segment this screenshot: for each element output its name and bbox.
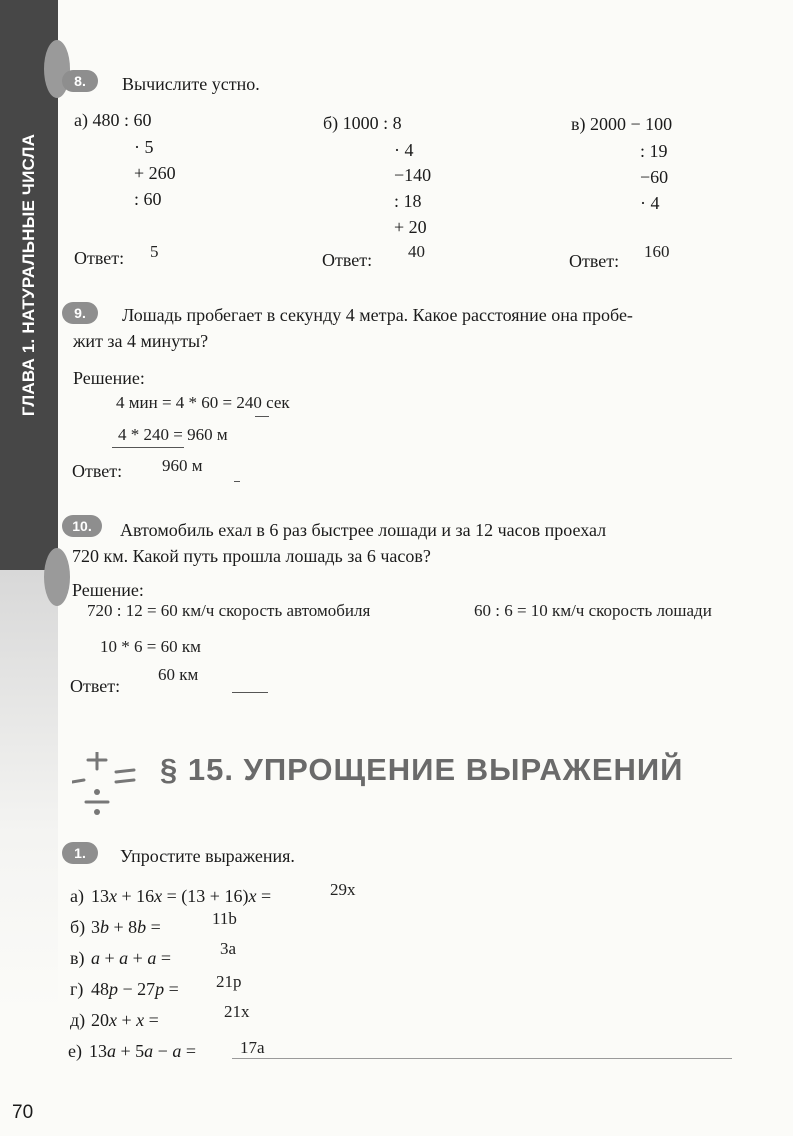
item-label: а) [70, 886, 84, 906]
answer-label: Ответ: [569, 251, 620, 271]
expression-line: : 19 [640, 141, 668, 161]
expression-line: · 5 [134, 137, 154, 157]
chapter-title: ГЛАВА 1. НАТУРАЛЬНЫЕ ЧИСЛА [19, 133, 38, 417]
solution-label: Решение: [72, 580, 144, 600]
task-number-badge: 8. [62, 70, 98, 92]
section-title: § 15. УПРОЩЕНИЕ ВЫРАЖЕНИЙ [160, 752, 684, 787]
item-expression: 13a + 5a − a = [89, 1041, 196, 1061]
item-expression: a + a + a = [91, 948, 171, 968]
task-prompt: Вычислите устно. [122, 74, 260, 94]
task-prompt-line: 720 км. Какой путь прошла лошадь за 6 часов? [72, 546, 431, 566]
solution-line: 10 * 6 = 60 км [100, 637, 201, 656]
item-answer: 3a [220, 939, 237, 958]
item-expression: 48p − 27p = [91, 979, 179, 999]
solution-line: 720 : 12 = 60 км/ч скорость автомобиля [87, 601, 371, 620]
expression-line: в) 2000 − 100 [571, 114, 673, 134]
underline [255, 416, 269, 417]
answer-label: Ответ: [70, 676, 121, 696]
expression-line: + 260 [134, 163, 176, 183]
solution-label: Решение: [73, 368, 145, 388]
item-answer: 21x [224, 1002, 250, 1021]
task-number-badge: 9. [62, 302, 98, 324]
expression-line: · 4 [640, 193, 660, 213]
item-answer: 29x [330, 880, 356, 899]
solution-line: 60 : 6 = 10 км/ч скорость лошади [474, 601, 712, 620]
task-number-badge: 1. [62, 842, 98, 864]
expression-line: б) 1000 : 8 [323, 113, 402, 133]
expression-line: : 18 [394, 191, 422, 211]
expression-line: : 60 [134, 189, 162, 209]
item-label: б) [70, 917, 86, 937]
answer-label: Ответ: [322, 250, 373, 270]
sidebar-gradient [0, 570, 58, 1010]
underline [234, 481, 240, 482]
answer-label: Ответ: [72, 461, 123, 481]
task-prompt-line: Автомобиль ехал в 6 раз быстрее лошади и за 12 часов проехал [120, 520, 607, 540]
answer-label: Ответ: [74, 248, 125, 268]
item-expression: 3b + 8b = [91, 917, 161, 937]
item-answer: 17a [240, 1038, 265, 1057]
expression-line: · 4 [394, 140, 414, 160]
expression-line: + 20 [394, 217, 427, 237]
item-answer: 21p [216, 972, 242, 991]
expression-line: −60 [640, 167, 669, 187]
item-label: г) [70, 979, 84, 999]
underline [232, 692, 268, 693]
answer-line [232, 1058, 732, 1059]
answer-value: 40 [408, 242, 425, 261]
math-operations-icon [72, 752, 144, 824]
task-prompt-line: Лошадь пробегает в секунду 4 метра. Какое расстояние она пробе- [122, 305, 633, 325]
expression-line: а) 480 : 60 [74, 110, 152, 130]
underline [112, 447, 184, 448]
solution-line: 4 * 240 = 960 м [118, 425, 228, 444]
item-expression: 20x + x = [91, 1010, 159, 1030]
item-answer: 11b [212, 909, 237, 928]
task-number-badge: 10. [62, 515, 102, 537]
task-prompt-line: жит за 4 минуты? [73, 331, 209, 351]
item-label: в) [70, 948, 85, 968]
item-label: д) [70, 1010, 86, 1030]
task-prompt: Упростите выражения. [120, 846, 295, 866]
answer-value: 5 [150, 242, 159, 261]
answer-value: 960 м [162, 456, 203, 475]
binder-hole [44, 548, 70, 606]
expression-line: −140 [394, 165, 432, 185]
answer-value: 160 [644, 242, 670, 261]
answer-value: 60 км [158, 665, 199, 684]
item-label: е) [68, 1041, 82, 1061]
solution-line: 4 мин = 4 * 60 = 240 сек [116, 393, 290, 412]
item-expression: 13x + 16x = (13 + 16)x = [91, 886, 272, 906]
page-number: 70 [12, 1102, 34, 1123]
